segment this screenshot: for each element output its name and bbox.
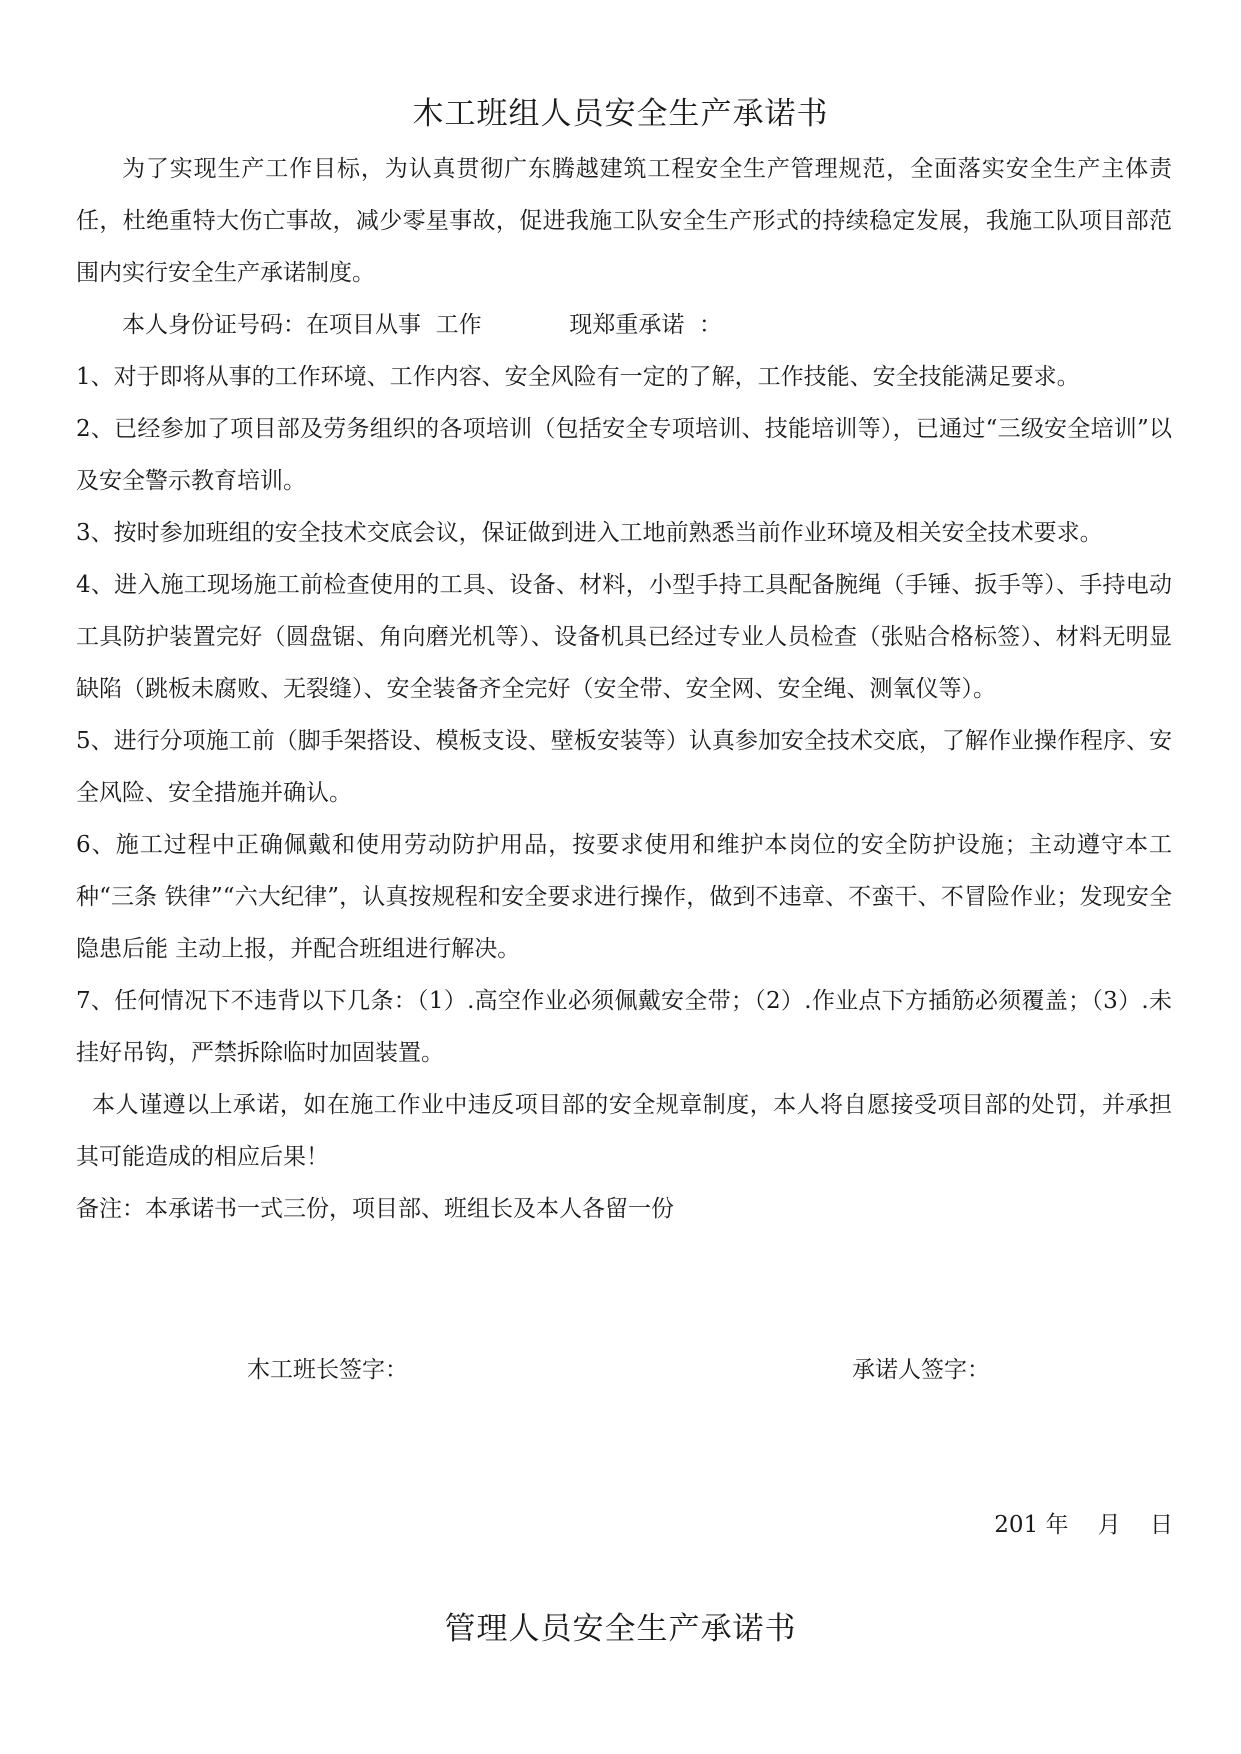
commitment-item-7: 7、任何情况下不违背以下几条：（1）.高空作业必须佩戴安全带；（2）.作业点下方插筋必须覆盖；（3）.未挂好吊钩，严禁拆除临时加固装置。 <box>76 988 1172 1066</box>
date-line: 201 年 月 日 <box>994 1512 1173 1538</box>
document-title: 木工班组人员安全生产承诺书 <box>412 96 829 132</box>
commitment-item-4: 4、进入施工现场施工前检查使用的工具、设备、材料，小型手持工具配备腕绳（手锤、扳手等）、手持电动工具防护装置完好（圆盘锯、角向磨光机等）、设备机具已经过专业人员检查（张贴合格标签）、材料无明显缺陷（跳板未腐败、无裂缝）、安全装备齐全完好（安全带、安全网、安全绳、测氧仪等）。 <box>76 572 1172 702</box>
note-line: 备注：本承诺书一式三份，项目部、班组长及本人各留一份 <box>76 1196 674 1222</box>
commitment-item-5: 5、进行分项施工前（脚手架搭设、模板支设、壁板安装等）认真参加安全技术交底，了解作业操作程序、安全风险、安全措施并确认。 <box>76 728 1172 806</box>
promisor-signature-label: 承诺人签字： <box>852 1357 990 1383</box>
next-document-title: 管理人员安全生产承诺书 <box>444 1611 797 1647</box>
commitment-item-3: 3、按时参加班组的安全技术交底会议，保证做到进入工地前熟悉当前作业环境及相关安全技术要求。 <box>76 520 1103 546</box>
commitment-item-6: 6、施工过程中正确佩戴和使用劳动防护用品，按要求使用和维护本岗位的安全防护设施；主动遵守本工种“三条 铁律”“六大纪律”，认真按规程和安全要求进行操作，做到不违章、不蛮干、不冒险作业；发现安全隐患后能 主动上报，并配合班组进行解决。 <box>76 832 1172 962</box>
intro-paragraph: 为了实现生产工作目标，为认真贯彻广东腾越建筑工程安全生产管理规范，全面落实安全生产主体责任，杜绝重特大伤亡事故，减少零星事故，促进我施工队安全生产形式的持续稳定发展，我施工队项目部范围内实行安全生产承诺制度。 <box>76 156 1172 286</box>
document-body <box>76 143 1172 1235</box>
closing-paragraph: 本人谨遵以上承诺，如在施工作业中违反项目部的安全规章制度，本人将自愿接受项目部的处罚，并承担其可能造成的相应后果！ <box>76 1092 1172 1170</box>
commitment-item-1: 1、对于即将从事的工作环境、工作内容、安全风险有一定的了解，工作技能、安全技能满足要求。 <box>76 364 1080 390</box>
id-line: 本人身份证号码：在项目从事 工作 现郑重承诺 ： <box>122 312 722 338</box>
commitment-item-2: 2、已经参加了项目部及劳务组织的各项培训（包括安全专项培训、技能培训等），已通过“三级安全培训”以及安全警示教育培训。 <box>76 416 1172 494</box>
team-leader-signature-label: 木工班长签字： <box>247 1357 408 1383</box>
